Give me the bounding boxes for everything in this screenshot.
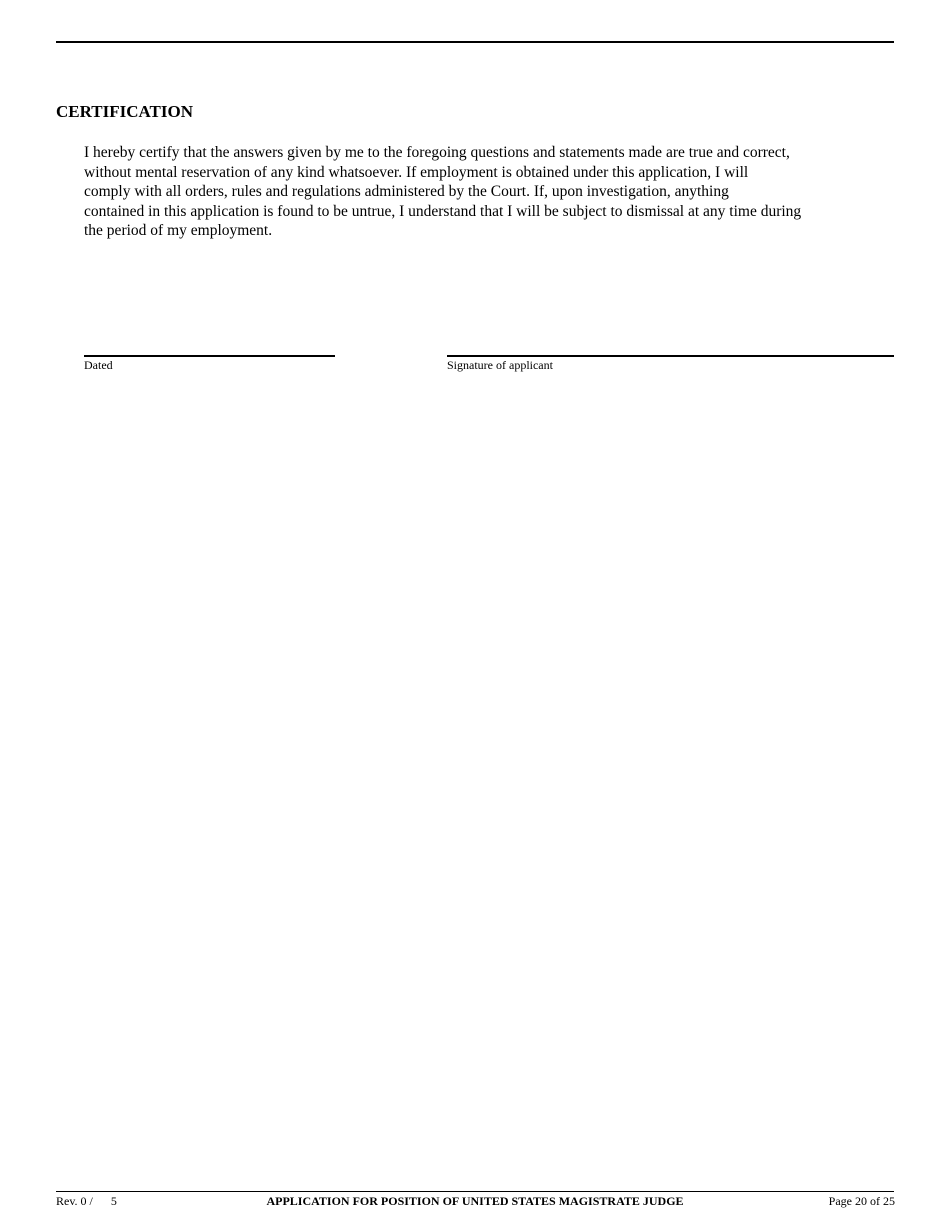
footer-revision-suffix: 5: [110, 1194, 117, 1208]
certification-line: the period of my employment.: [84, 222, 273, 240]
footer-revision-prefix: Rev. 0 /: [56, 1194, 93, 1208]
certification-line: without mental reservation of any kind whatsoever. If employment is obtained under this application, I will: [84, 163, 749, 181]
signature-field-line[interactable]: [447, 355, 894, 357]
dated-field-line[interactable]: [84, 355, 335, 357]
certification-line: comply with all orders, rules and regulations administered by the Court. If, upon investigation, anything: [84, 183, 729, 201]
dated-label: Dated: [84, 358, 113, 372]
section-heading-certification: CERTIFICATION: [56, 102, 193, 121]
footer-divider: [56, 1191, 894, 1192]
signature-label: Signature of applicant: [447, 358, 553, 372]
footer-page-number: Page 20 of 25: [828, 1194, 895, 1208]
certification-line: I hereby certify that the answers given by me to the foregoing questions and statements made are true and correct,: [84, 144, 790, 161]
certification-line: contained in this application is found to be untrue, I understand that I will be subject to dismissal at any time during: [84, 202, 802, 220]
footer-form-title: APPLICATION FOR POSITION OF UNITED STATES MAGISTRATE JUDGE: [266, 1194, 684, 1208]
certification-statement: [84, 143, 884, 241]
top-divider: [56, 41, 894, 43]
